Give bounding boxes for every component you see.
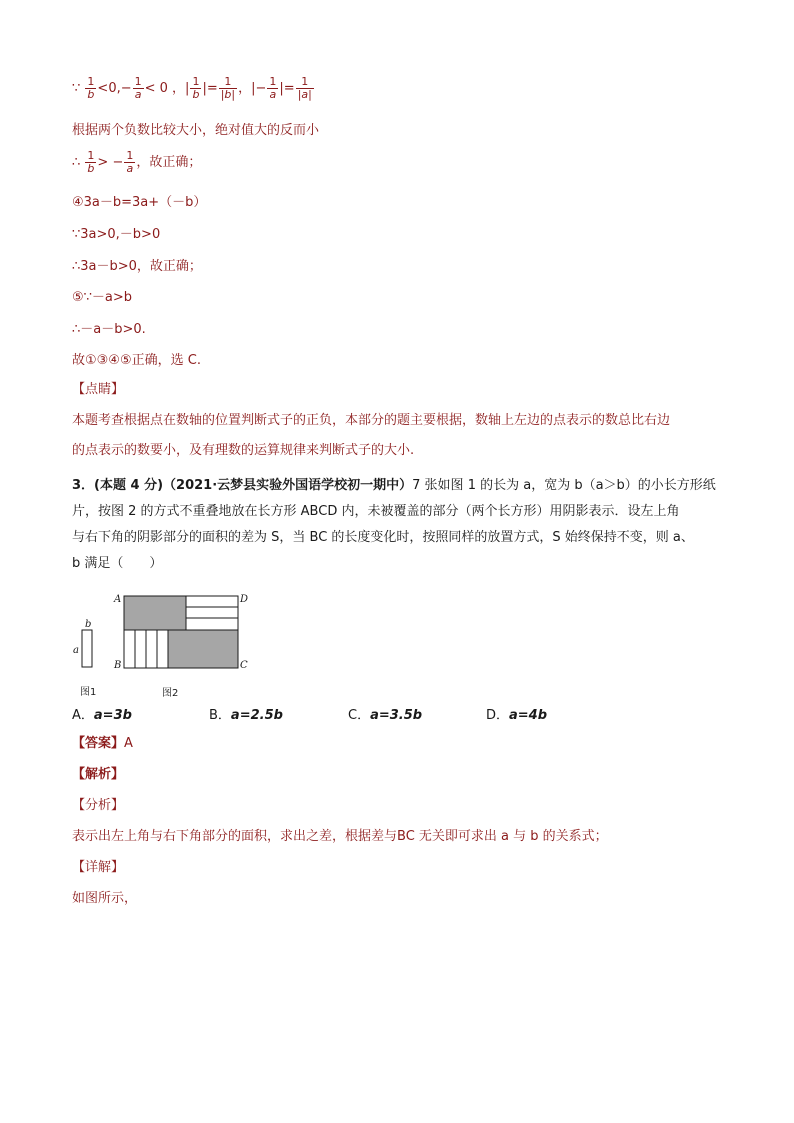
dianjing-text-1: 本题考查根据点在数轴的位置判断式子的正负，本部分的题主要根据，数轴上左边的点表示的数总比右边	[72, 413, 671, 428]
label-D: D	[240, 594, 249, 605]
question-3-line-2: 片，按图 2 的方式不重叠地放在长方形 ABCD 内，未被覆盖的部分（两个长方形）用阴影表示．设左上角	[72, 504, 680, 519]
question-3	[72, 473, 732, 577]
figure-2-caption: 图2	[162, 688, 179, 699]
fraction: $\frac{1}{|a|}$	[297, 75, 312, 101]
figure-1-rectangle	[73, 619, 92, 667]
fenxi-label: 【分析】	[72, 798, 125, 813]
option-a: A．a=3b	[72, 708, 132, 723]
solution-line-2: 根据两个负数比较大小，绝对值大的反而小	[72, 123, 320, 138]
dianjing-label: 【点睛】	[72, 382, 125, 397]
question-3-line-4: b 满足（ ）	[72, 556, 163, 571]
question-3-line-1: 3．(本题 4 分)（2021·云梦县实验外国语学校初一期中）7 张如图 1 的长为 a，宽为 b（a＞b）的小长方形纸	[72, 478, 716, 493]
solution-line-1: ∵ $\frac{1}{b}$ <0,− $\frac{1}{a}$ < 0 ，| $\frac{1}{b}$ |= $\frac{1}{|b|}$ ，|− $\frac{1}{a}$ |= $\frac{1}{|a|}$	[72, 75, 312, 101]
option-d: D．a=4b	[486, 708, 548, 723]
figure-1-caption: 图1	[80, 687, 97, 698]
solution-line-8: ∴－a－b>0.	[72, 322, 146, 337]
label-B: B	[114, 660, 122, 671]
dianjing-text-2: 的点表示的数要小，及有理数的运算规律来判断式子的大小.	[72, 443, 415, 458]
fenxi-text: 表示出左上角与右下角部分的面积，求出之差，根据差与BC 无关即可求出 a 与 b 的关系式；	[72, 829, 608, 844]
label-A: A	[114, 594, 122, 605]
answer-line: 【答案】A	[72, 736, 133, 751]
fig1-label-b: b	[85, 619, 92, 630]
fraction: $\frac{1}{a}$	[269, 75, 277, 101]
fraction: $\frac{1}{|b|}$	[220, 75, 236, 101]
xiangjie-label: 【详解】	[72, 860, 125, 875]
fraction: $\frac{1}{a}$	[134, 75, 142, 101]
because-symbol: ∵	[72, 81, 81, 96]
solution-line-6: ∴3a－b>0，故正确；	[72, 259, 202, 274]
figure-2-rectangle-abcd	[113, 594, 248, 671]
fraction: $\frac{1}{b}$	[87, 149, 95, 175]
jiexi-label: 【解析】	[72, 767, 125, 782]
option-c: C．a=3.5b	[348, 708, 423, 723]
solution-line-9: 故①③④⑤正确，选 C.	[72, 353, 201, 368]
label-C: C	[240, 660, 248, 671]
fraction: $\frac{1}{b}$	[192, 75, 200, 101]
option-b: B．a=2.5b	[209, 708, 283, 723]
question-3-line-3: 与右下角的阴影部分的面积的差为 S，当 BC 的长度变化时，按照同样的放置方式，S 始终保持不变，则 a、	[72, 530, 694, 545]
fraction: $\frac{1}{b}$	[87, 75, 95, 101]
xiangjie-text: 如图所示，	[72, 891, 138, 906]
solution-line-7: ⑤∵－a>b	[72, 290, 133, 305]
fig1-label-a: a	[73, 645, 79, 656]
solution-line-3: ∴ $\frac{1}{b}$ > − $\frac{1}{a}$ ，故正确；	[72, 149, 202, 175]
fraction: $\frac{1}{a}$	[126, 149, 134, 175]
shaded-top-left	[124, 596, 186, 630]
solution-line-5: ∵3a>0,－b>0	[72, 227, 161, 242]
solution-line-4: ④3a－b=3a+（－b）	[72, 195, 207, 210]
shaded-bottom-right	[168, 630, 238, 668]
